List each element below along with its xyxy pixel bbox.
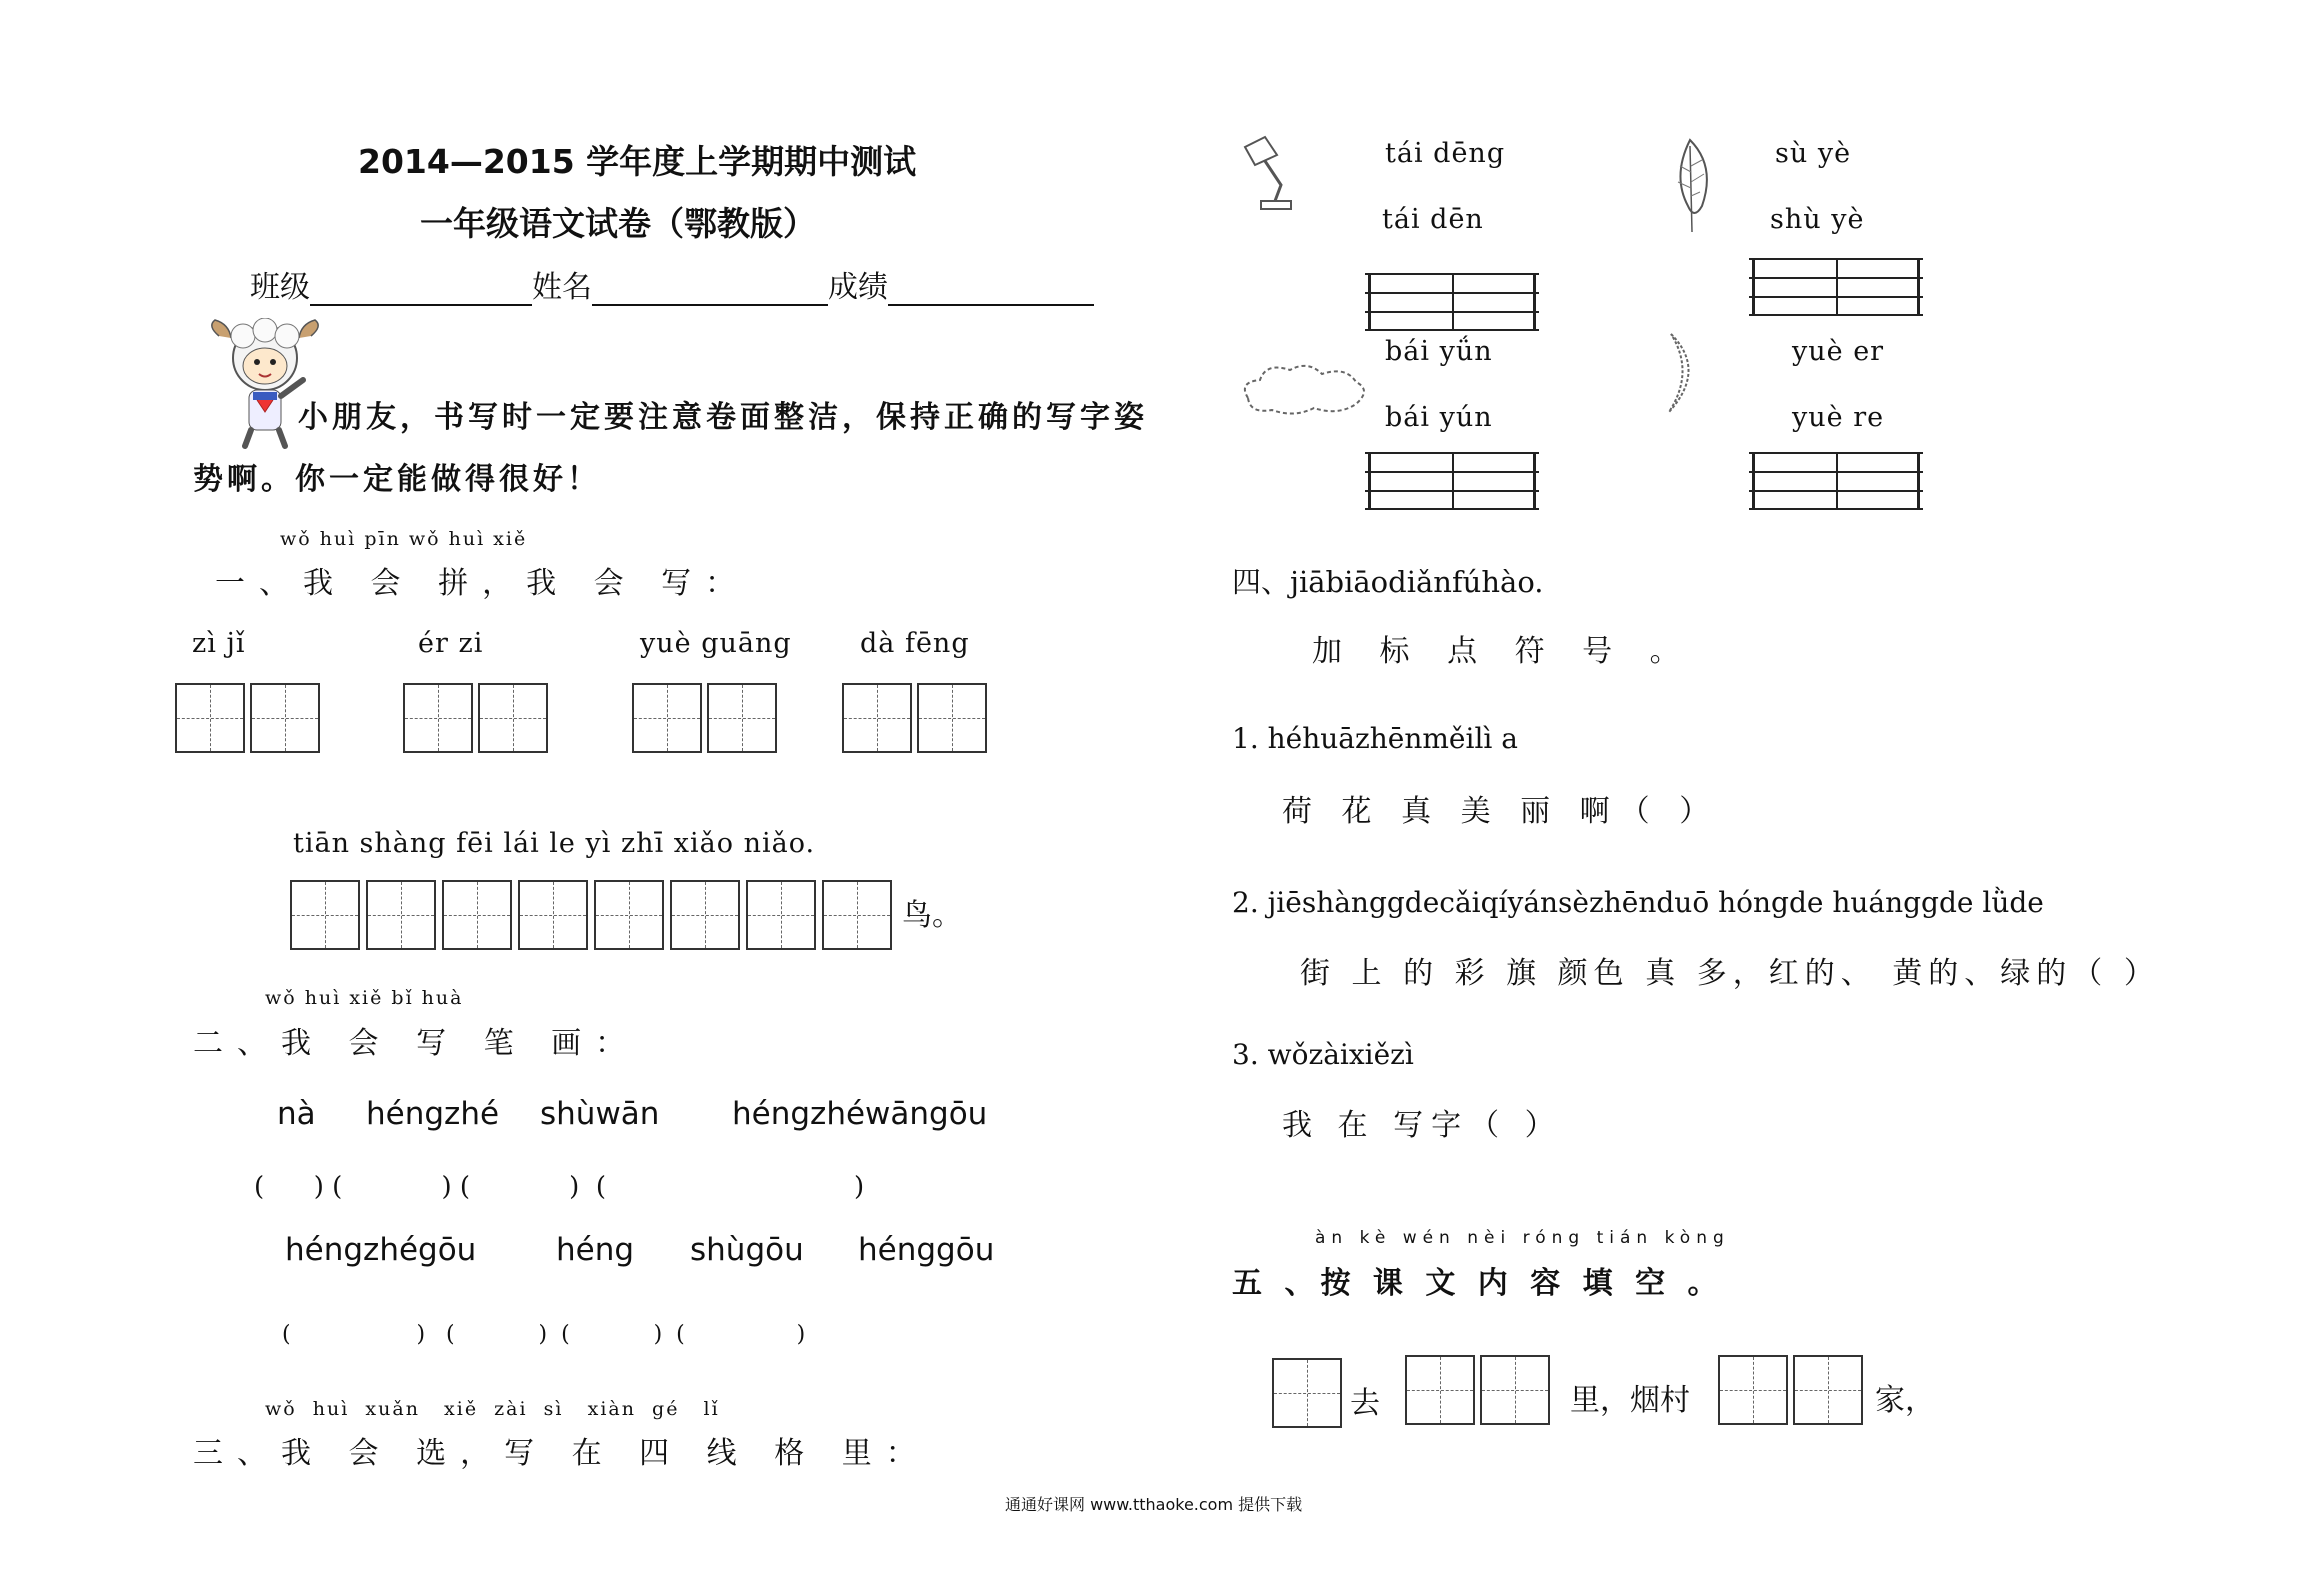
item2-pinyin-bottom: shù yè [1770, 204, 1865, 235]
q3-text[interactable]: 我 在 写字（ ） [1282, 1108, 1563, 1143]
writing-grid-box[interactable] [518, 880, 588, 950]
section2-pinyin: wǒ huì xiě bǐ huà [265, 987, 464, 1009]
writing-grid-box[interactable] [290, 880, 360, 950]
stroke-hengzhewangou: héngzhéwāngōu [732, 1096, 988, 1132]
four-line-grid[interactable] [1752, 258, 1920, 316]
exam-subtitle: 一年级语文试卷（鄂教版） [420, 204, 816, 243]
section1-pinyin: wǒ huì pīn wǒ huì xiě [280, 528, 528, 550]
footer-source: 通通好课网 www.tthaoke.com 提供下载 [1005, 1495, 1303, 1514]
intro-line1: 小朋友，书写时一定要注意卷面整洁，保持正确的写字姿 [298, 400, 1148, 435]
student-info-line [250, 262, 1094, 306]
writing-grid-box[interactable] [707, 683, 777, 753]
word3-pinyin: yuè guāng [640, 628, 792, 659]
cloud-icon [1238, 360, 1370, 418]
fill-char-2: 里，烟村 [1570, 1383, 1690, 1418]
moon-icon [1655, 330, 1705, 416]
lamp-icon [1235, 135, 1305, 215]
section1-title: 一、我 会 拼，我 会 写： [215, 566, 750, 601]
writing-grid-box[interactable] [175, 683, 245, 753]
q3-pinyin: 3. wǒzàixiězì [1232, 1038, 1414, 1071]
row2-answer-brackets[interactable]: ( ) ( ) ( ) ( ) [282, 1322, 806, 1347]
section3-pinyin: wǒ huì xuǎn xiě zài sì xiàn gé lǐ [265, 1398, 720, 1420]
q2-text[interactable]: 街 上 的 彩 旗 颜色 真 多，红的、 黄的、绿的（ ） [1300, 956, 2160, 991]
writing-grid-box[interactable] [1793, 1355, 1863, 1425]
intro-line2: 势啊。你一定能做得很好！ [193, 462, 601, 497]
stroke-heng: héng [556, 1232, 635, 1268]
leaf-icon [1668, 136, 1716, 236]
writing-grid-box[interactable] [1480, 1355, 1550, 1425]
q1-pinyin: 1. héhuāzhēnměilì a [1232, 722, 1518, 755]
writing-grid-box[interactable] [442, 880, 512, 950]
item1-pinyin-bottom: tái dēn [1382, 204, 1484, 235]
stroke-hengzhegou: héngzhégōu [285, 1232, 477, 1268]
fill-char-1: 去 [1350, 1386, 1380, 1421]
section4-subtitle: 加 标 点 符 号 。 [1312, 634, 1694, 669]
q2-pinyin: 2. jiēshànggdecǎiqíyánsèzhēnduō hóngde huánggde lǜde [1232, 886, 2044, 919]
stroke-shuwan: shùwān [540, 1096, 660, 1132]
writing-grid-box[interactable] [366, 880, 436, 950]
row1-answer-brackets[interactable]: ( ) ( ) ( ) ( ) [254, 1172, 865, 1202]
exam-title: 2014—2015 学年度上学期期中测试 [358, 142, 917, 181]
item1-pinyin-top: tái dēng [1385, 138, 1506, 169]
writing-grid-box[interactable] [842, 683, 912, 753]
item3-pinyin-top: bái yǘn [1385, 336, 1493, 367]
name-label: 姓名 [532, 270, 592, 305]
class-label: 班级 [250, 270, 310, 305]
writing-grid-box[interactable] [632, 683, 702, 753]
item4-pinyin-top: yuè er [1792, 336, 1885, 367]
section5-title: 五 、按 课 文 内 容 填 空 。 [1232, 1266, 1724, 1301]
sentence-end-char: 鸟。 [902, 898, 962, 933]
writing-grid-box[interactable] [822, 880, 892, 950]
writing-grid-box[interactable] [1405, 1355, 1475, 1425]
item3-pinyin-bottom: bái yún [1385, 402, 1493, 433]
stroke-henggou: hénggōu [858, 1232, 995, 1268]
item2-pinyin-top: sù yè [1775, 138, 1852, 169]
writing-grid-box[interactable] [917, 683, 987, 753]
word2-pinyin: ér zi [418, 628, 484, 659]
section3-title: 三、我 会 选，写 在 四 线 格 里： [193, 1436, 930, 1471]
q1-text[interactable]: 荷 花 真 美 丽 啊（ ） [1282, 794, 1720, 829]
four-line-grid[interactable] [1368, 273, 1536, 331]
class-blank[interactable] [310, 274, 532, 306]
stroke-hengzhe: héngzhé [366, 1096, 500, 1132]
writing-grid-box[interactable] [250, 683, 320, 753]
section5-pinyin: àn kè wén nèi róng tián kòng [1315, 1228, 1730, 1248]
item4-pinyin-bottom: yuè re [1792, 402, 1885, 433]
four-line-grid[interactable] [1368, 452, 1536, 510]
four-line-grid[interactable] [1752, 452, 1920, 510]
stroke-shugou: shùgōu [690, 1232, 804, 1268]
writing-grid-box[interactable] [478, 683, 548, 753]
name-blank[interactable] [592, 274, 828, 306]
section4-title: 四、jiābiāodiǎnfúhào. [1232, 565, 1544, 599]
writing-grid-box[interactable] [1272, 1358, 1342, 1428]
score-label: 成绩 [828, 270, 888, 305]
sentence-pinyin: tiān shàng fēi lái le yì zhī xiǎo niǎo. [293, 828, 816, 859]
writing-grid-box[interactable] [403, 683, 473, 753]
fill-char-3: 家， [1875, 1383, 1935, 1418]
section2-title: 二、我 会 写 笔 画： [193, 1026, 640, 1061]
writing-grid-box[interactable] [594, 880, 664, 950]
stroke-na: nà [277, 1096, 316, 1132]
writing-grid-box[interactable] [746, 880, 816, 950]
score-blank[interactable] [888, 274, 1094, 306]
writing-grid-box[interactable] [1718, 1355, 1788, 1425]
word1-pinyin: zì jǐ [192, 628, 246, 659]
writing-grid-box[interactable] [670, 880, 740, 950]
word4-pinyin: dà fēng [860, 628, 970, 659]
